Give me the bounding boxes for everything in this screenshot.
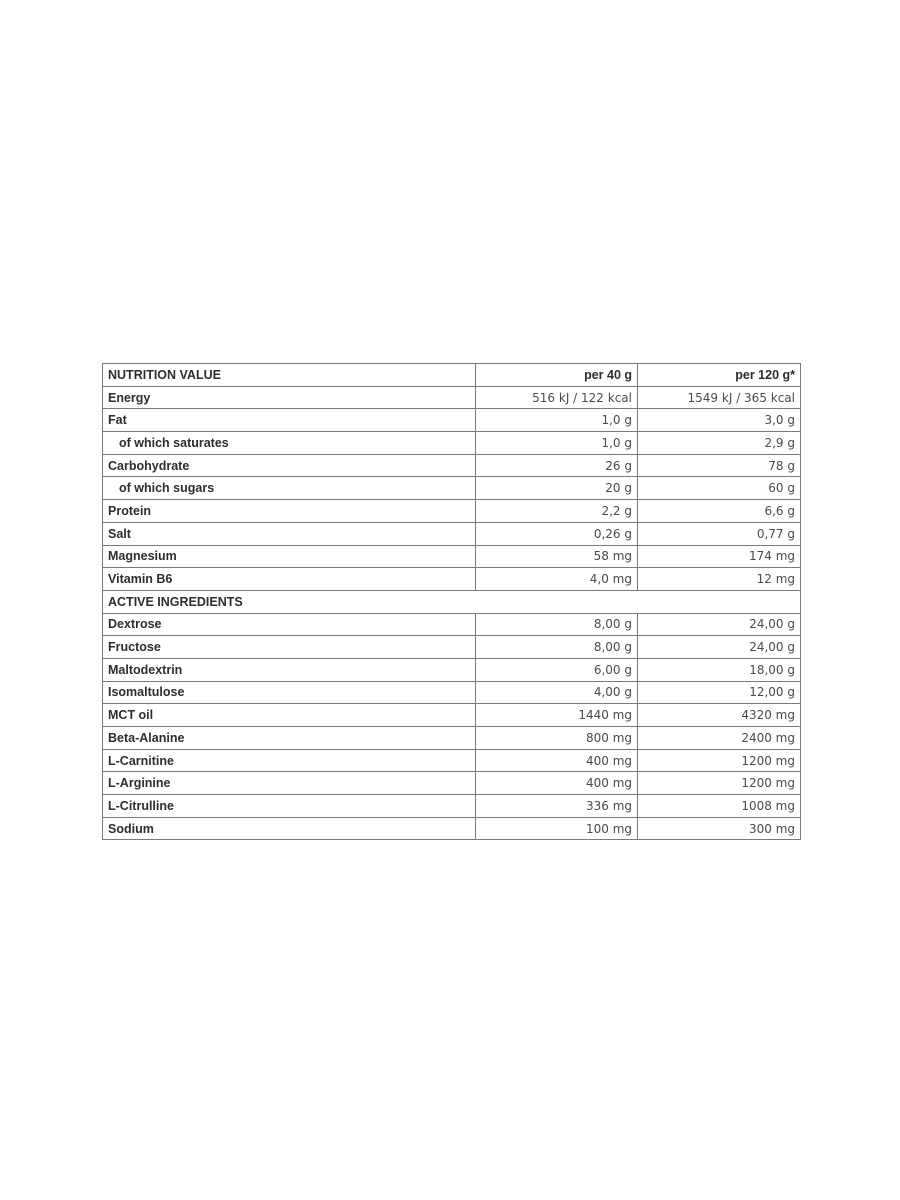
row-value-per-120g: 1200 mg bbox=[638, 749, 801, 772]
table-row bbox=[103, 409, 801, 432]
row-label: Protein bbox=[103, 500, 476, 523]
row-label: Beta-Alanine bbox=[103, 727, 476, 750]
table-header-row bbox=[103, 364, 801, 387]
row-value-per-40g: 20 g bbox=[476, 477, 638, 500]
row-label: of which saturates bbox=[103, 432, 476, 455]
table-row bbox=[103, 636, 801, 659]
nutrition-table-body bbox=[103, 364, 801, 840]
table-row bbox=[103, 817, 801, 840]
section-label: ACTIVE INGREDIENTS bbox=[103, 590, 801, 613]
row-value-per-40g: 8,00 g bbox=[476, 613, 638, 636]
table-row bbox=[103, 704, 801, 727]
row-label: Carbohydrate bbox=[103, 454, 476, 477]
row-value-per-120g: 6,6 g bbox=[638, 500, 801, 523]
table-row bbox=[103, 795, 801, 818]
row-label: Maltodextrin bbox=[103, 658, 476, 681]
section-header-row bbox=[103, 590, 801, 613]
row-label: Vitamin B6 bbox=[103, 568, 476, 591]
row-value-per-40g: 26 g bbox=[476, 454, 638, 477]
table-row bbox=[103, 772, 801, 795]
table-row bbox=[103, 681, 801, 704]
row-value-per-40g: 4,00 g bbox=[476, 681, 638, 704]
row-value-per-40g: 0,26 g bbox=[476, 522, 638, 545]
row-label: Isomaltulose bbox=[103, 681, 476, 704]
row-value-per-40g: 2,2 g bbox=[476, 500, 638, 523]
row-value-per-120g: 0,77 g bbox=[638, 522, 801, 545]
row-label: L-Carnitine bbox=[103, 749, 476, 772]
row-value-per-120g: 12 mg bbox=[638, 568, 801, 591]
row-value-per-120g: 174 mg bbox=[638, 545, 801, 568]
row-value-per-40g: 8,00 g bbox=[476, 636, 638, 659]
row-value-per-40g: 400 mg bbox=[476, 749, 638, 772]
table-row bbox=[103, 545, 801, 568]
row-value-per-40g: 516 kJ / 122 kcal bbox=[476, 386, 638, 409]
row-label: L-Citrulline bbox=[103, 795, 476, 818]
table-row bbox=[103, 749, 801, 772]
table-row bbox=[103, 454, 801, 477]
row-value-per-40g: 58 mg bbox=[476, 545, 638, 568]
row-value-per-40g: 400 mg bbox=[476, 772, 638, 795]
row-label: Magnesium bbox=[103, 545, 476, 568]
row-label: Dextrose bbox=[103, 613, 476, 636]
table-row bbox=[103, 477, 801, 500]
table-row bbox=[103, 727, 801, 750]
row-value-per-40g: 800 mg bbox=[476, 727, 638, 750]
header-per-40g: per 40 g bbox=[476, 364, 638, 387]
row-value-per-120g: 1549 kJ / 365 kcal bbox=[638, 386, 801, 409]
table-row bbox=[103, 386, 801, 409]
row-label: L-Arginine bbox=[103, 772, 476, 795]
table-row bbox=[103, 568, 801, 591]
row-label: Sodium bbox=[103, 817, 476, 840]
table-row bbox=[103, 500, 801, 523]
row-value-per-120g: 4320 mg bbox=[638, 704, 801, 727]
row-value-per-40g: 4,0 mg bbox=[476, 568, 638, 591]
row-value-per-120g: 24,00 g bbox=[638, 636, 801, 659]
nutrition-table-container bbox=[102, 363, 800, 840]
row-value-per-40g: 1440 mg bbox=[476, 704, 638, 727]
row-label: Fructose bbox=[103, 636, 476, 659]
row-value-per-40g: 100 mg bbox=[476, 817, 638, 840]
row-value-per-120g: 24,00 g bbox=[638, 613, 801, 636]
row-label: of which sugars bbox=[103, 477, 476, 500]
row-value-per-120g: 2400 mg bbox=[638, 727, 801, 750]
row-value-per-120g: 300 mg bbox=[638, 817, 801, 840]
row-label: MCT oil bbox=[103, 704, 476, 727]
row-label: Fat bbox=[103, 409, 476, 432]
row-value-per-120g: 18,00 g bbox=[638, 658, 801, 681]
table-row bbox=[103, 658, 801, 681]
row-label: Salt bbox=[103, 522, 476, 545]
row-value-per-40g: 1,0 g bbox=[476, 409, 638, 432]
row-value-per-120g: 78 g bbox=[638, 454, 801, 477]
table-row bbox=[103, 432, 801, 455]
row-value-per-120g: 12,00 g bbox=[638, 681, 801, 704]
row-value-per-40g: 6,00 g bbox=[476, 658, 638, 681]
table-row bbox=[103, 613, 801, 636]
nutrition-table bbox=[102, 363, 801, 840]
header-per-120g: per 120 g* bbox=[638, 364, 801, 387]
row-value-per-120g: 1200 mg bbox=[638, 772, 801, 795]
row-label: Energy bbox=[103, 386, 476, 409]
row-value-per-120g: 60 g bbox=[638, 477, 801, 500]
row-value-per-40g: 1,0 g bbox=[476, 432, 638, 455]
row-value-per-40g: 336 mg bbox=[476, 795, 638, 818]
row-value-per-120g: 2,9 g bbox=[638, 432, 801, 455]
header-label: NUTRITION VALUE bbox=[103, 364, 476, 387]
table-row bbox=[103, 522, 801, 545]
row-value-per-120g: 3,0 g bbox=[638, 409, 801, 432]
row-value-per-120g: 1008 mg bbox=[638, 795, 801, 818]
